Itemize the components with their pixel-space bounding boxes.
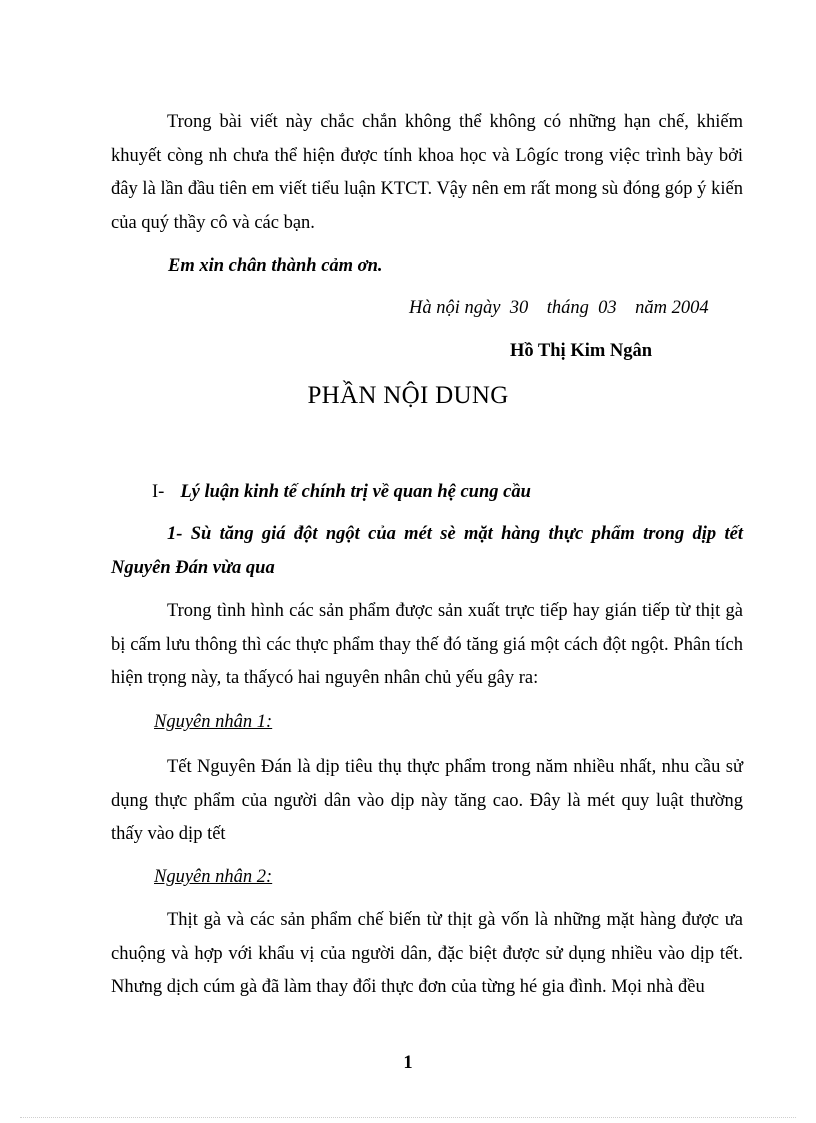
intro-paragraph: Trong bài viết này chắc chắn không thể không có những hạn chế, khiếm khuyết còng nh chưa thể hiện được tính khoa học và Lôgíc trong việc trình bày bởi đây là lần đầu tiên em viết tiểu luận KTCT. Vậy nên em rất mong sù đóng góp ý kiến của quý thầy cô và các bạn. — [111, 112, 743, 233]
cause-1-label: Nguyên nhân 1: — [154, 712, 273, 732]
section-heading-1 — [152, 482, 531, 503]
thanks-line: Em xin chân thành cảm ơn. — [168, 256, 383, 276]
subheading-1: 1- Sù tăng giá đột ngột của mét sè mặt hàng thực phẩm trong dịp tết Nguyên Đán vừa qua — [111, 524, 743, 578]
cause-1-paragraph: Tết Nguyên Đán là dịp tiêu thụ thực phẩm trong năm nhiều nhất, nhu cầu sử dụng thực phẩm của người dân vào dịp này tăng cao. Đây là mét quy luật thường thấy vào dịp tết — [111, 757, 743, 844]
section-title: PHẦN NỘI DUNG — [307, 382, 509, 409]
heading-text: Lý luận kinh tế chính trị về quan hệ cung cầu — [180, 482, 531, 502]
heading-number: I- — [152, 482, 165, 502]
body-paragraph-1: Trong tình hình các sản phẩm được sản xuất trực tiếp hay gián tiếp từ thịt gà bị cấm lưu thông thì các thực phẩm thay thế đó tăng giá một cách đột ngột. Phân tích hiện trọng này, ta thấycó hai nguyên nhân chủ yếu gây ra: — [111, 601, 743, 688]
date-line: Hà nội ngày 30 tháng 03 năm 2004 — [409, 298, 709, 318]
author-name: Hồ Thị Kim Ngân — [510, 341, 653, 361]
cause-2-paragraph: Thịt gà và các sản phẩm chế biến từ thịt gà vốn là những mặt hàng được ưa chuộng và hợp với khẩu vị của người dân, đặc biệt được sử dụng nhiều vào dịp tết. Nhưng dịch cúm gà đã làm thay đổi thực đơn của từng hé gia đình. Mọi nhà đều — [111, 910, 743, 997]
page-bottom-divider — [20, 1117, 796, 1118]
cause-2-label: Nguyên nhân 2: — [154, 867, 273, 887]
page-number: 1 — [403, 1053, 413, 1073]
